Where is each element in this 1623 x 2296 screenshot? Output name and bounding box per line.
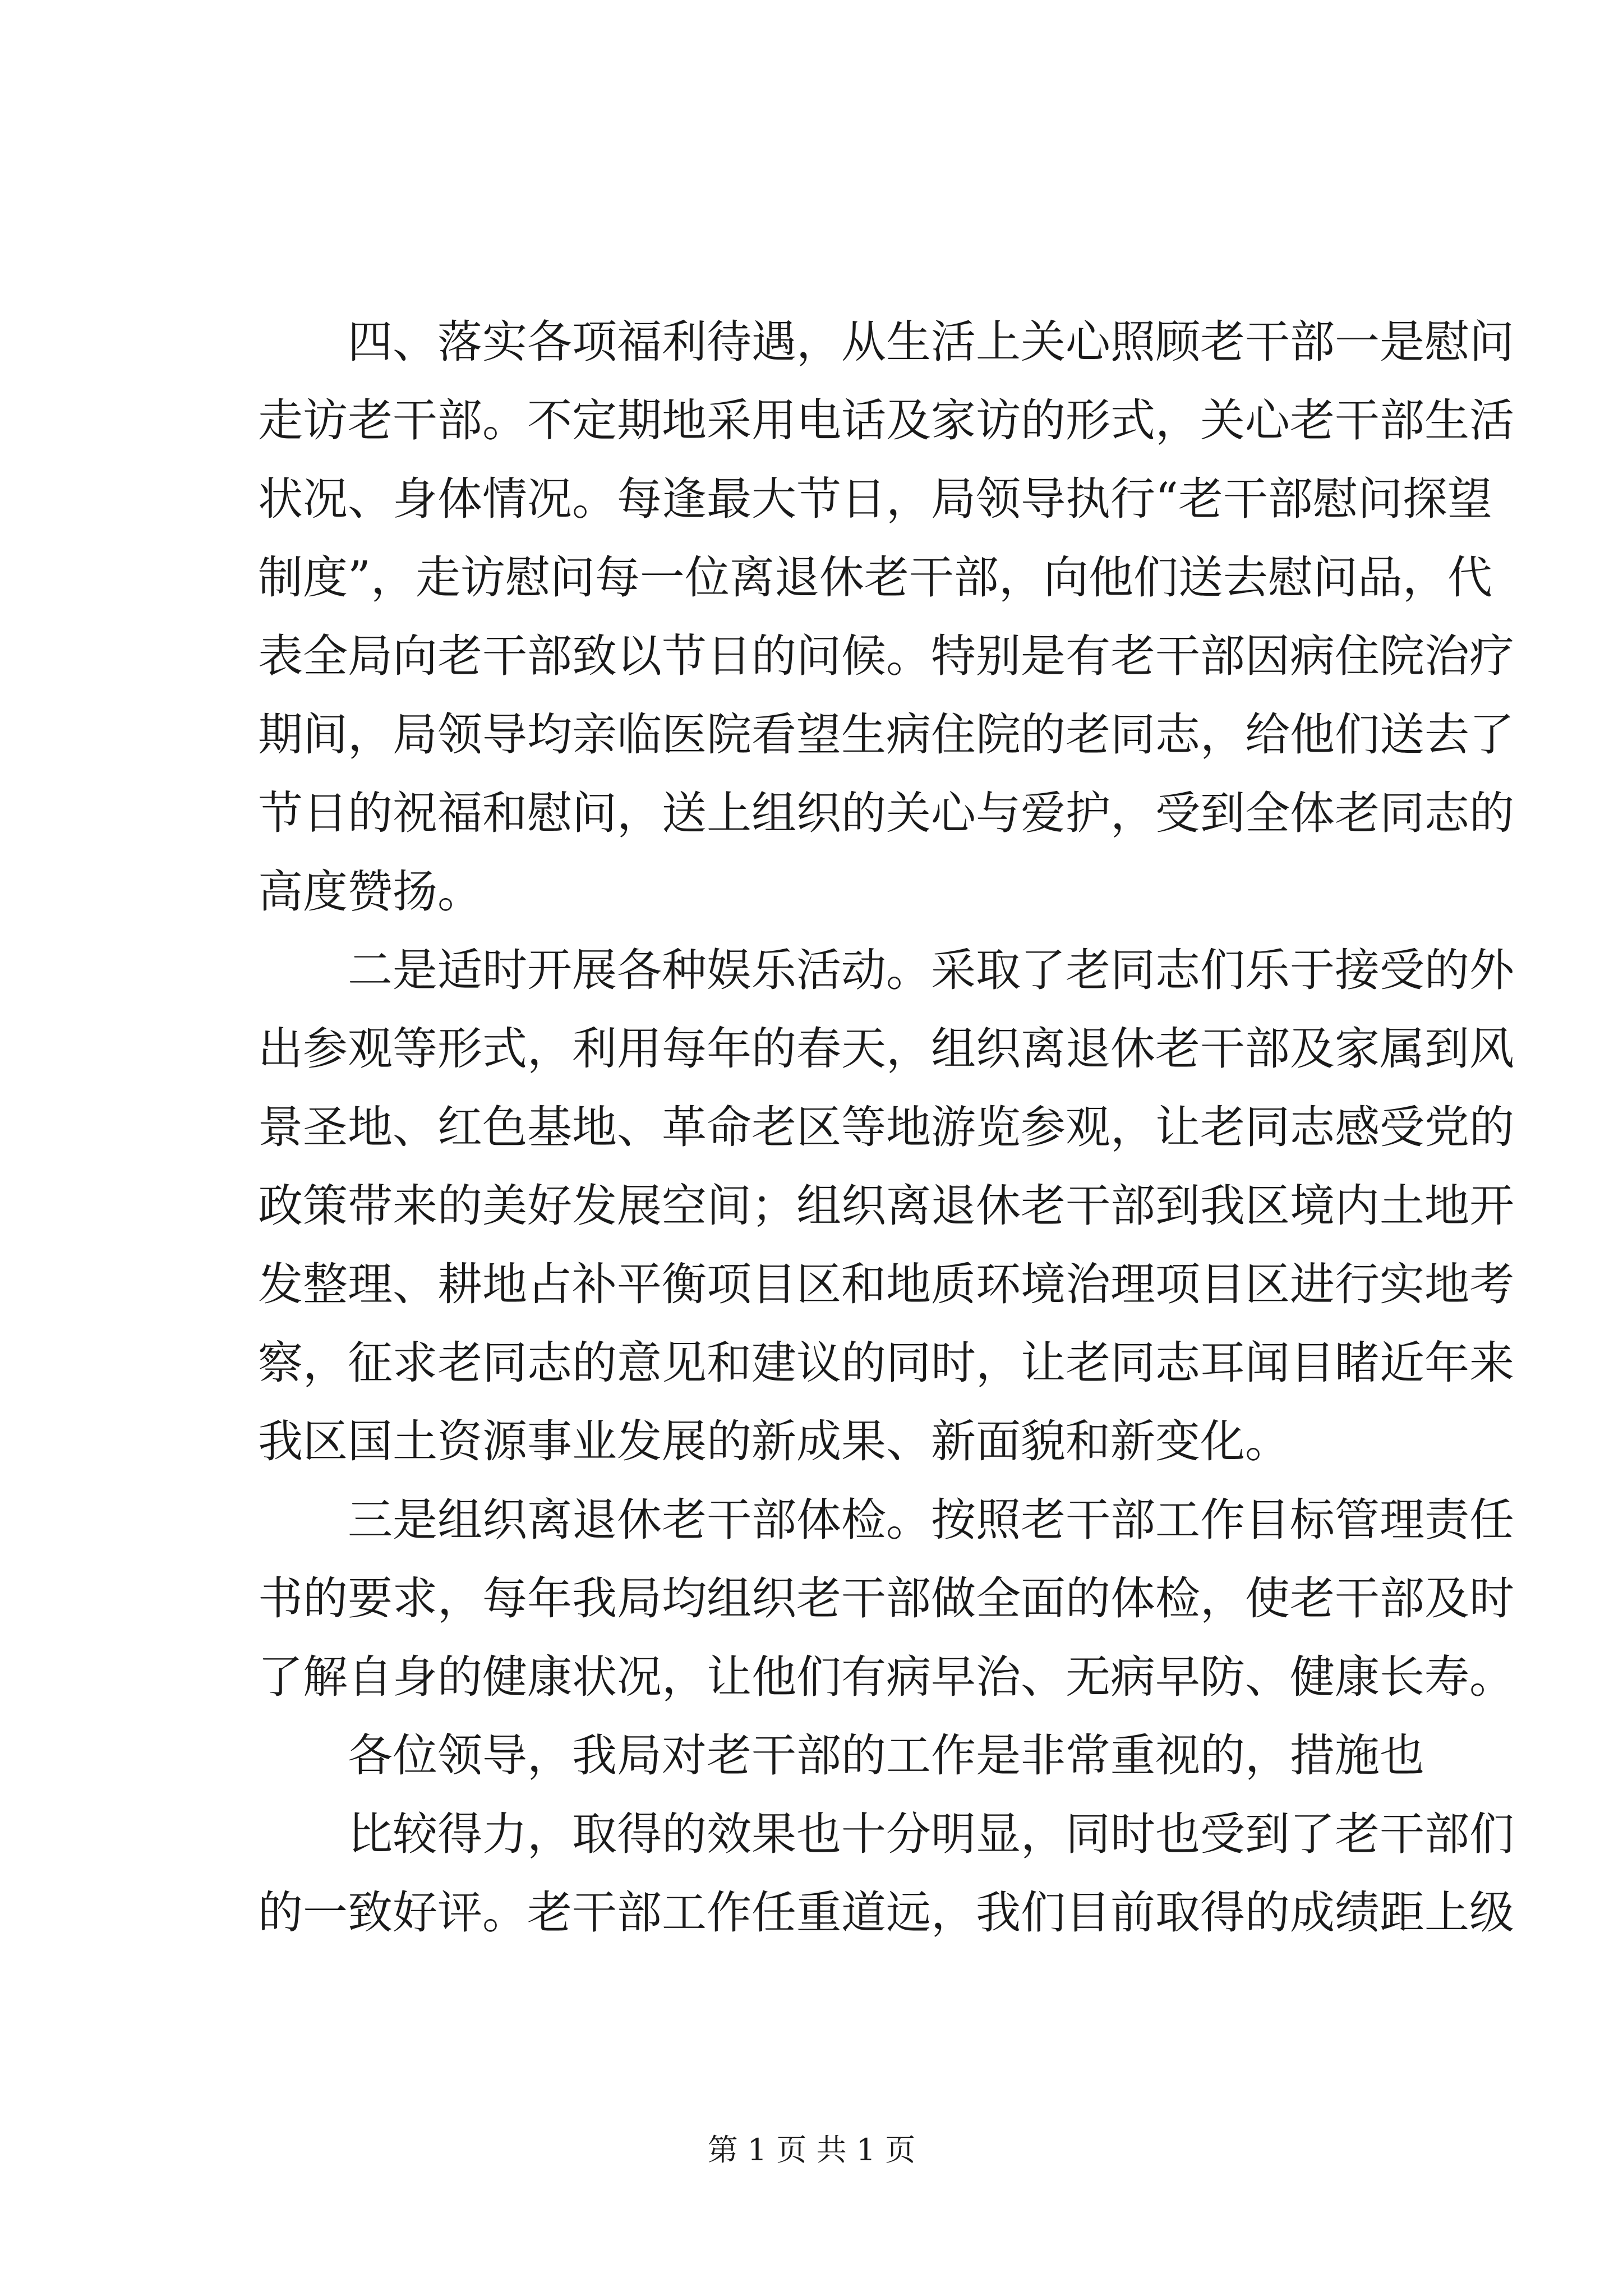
text-line: 走访老干部。不定期地采用电话及家访的形式，关心老干部生活 xyxy=(258,394,1514,447)
page-number-footer: 第 1 页 共 1 页 xyxy=(707,2132,916,2168)
text-line: 各位领导，我局对老干部的工作是非常重视的，措施也 xyxy=(258,1729,1424,1782)
text-line: 表全局向老干部致以节日的问候。特别是有老干部因病住院治疗 xyxy=(258,630,1514,682)
text-line: 书的要求，每年我局均组织老干部做全面的体检，使老干部及时 xyxy=(258,1572,1514,1625)
text-line: 我区国土资源事业发展的新成果、新面貌和新变化。 xyxy=(258,1415,1290,1467)
text-line: 制度”，走访慰问每一位离退休老干部，向他们送去慰问品，代 xyxy=(258,551,1492,604)
text-line: 四、落实各项福利待遇，从生活上关心照顾老干部一是慰问 xyxy=(258,316,1514,368)
text-line: 状况、身体情况。每逢最大节日，局领导执行“老干部慰问探望 xyxy=(258,473,1492,525)
text-line: 景圣地、红色基地、革命老区等地游览参观，让老同志感受党的 xyxy=(258,1101,1514,1153)
text-line: 出参观等形式，利用每年的春天，组织离退休老干部及家属到风 xyxy=(258,1023,1514,1075)
text-line: 比较得力，取得的效果也十分明显，同时也受到了老干部们 xyxy=(258,1808,1514,1860)
text-line: 了解自身的健康状况，让他们有病早治、无病早防、健康长寿。 xyxy=(258,1651,1514,1703)
text-line: 期间，局领导均亲临医院看望生病住院的老同志，给他们送去了 xyxy=(258,708,1514,761)
text-line: 的一致好评。老干部工作任重道远，我们目前取得的成绩距上级 xyxy=(258,1887,1514,1939)
text-line: 高度赞扬。 xyxy=(258,866,482,918)
text-line: 政策带来的美好发展空间；组织离退休老干部到我区境内土地开 xyxy=(258,1180,1514,1232)
text-line: 三是组织离退休老干部体检。按照老干部工作目标管理责任 xyxy=(258,1494,1514,1546)
text-line: 发整理、耕地占补平衡项目区和地质环境治理项目区进行实地考 xyxy=(258,1258,1514,1310)
text-line: 二是适时开展各种娱乐活动。采取了老同志们乐于接受的外 xyxy=(258,944,1514,996)
text-line: 察，征求老同志的意见和建议的同时，让老同志耳闻目睹近年来 xyxy=(258,1337,1514,1389)
text-line: 节日的祝福和慰问，送上组织的关心与爱护，受到全体老同志的 xyxy=(258,787,1514,839)
